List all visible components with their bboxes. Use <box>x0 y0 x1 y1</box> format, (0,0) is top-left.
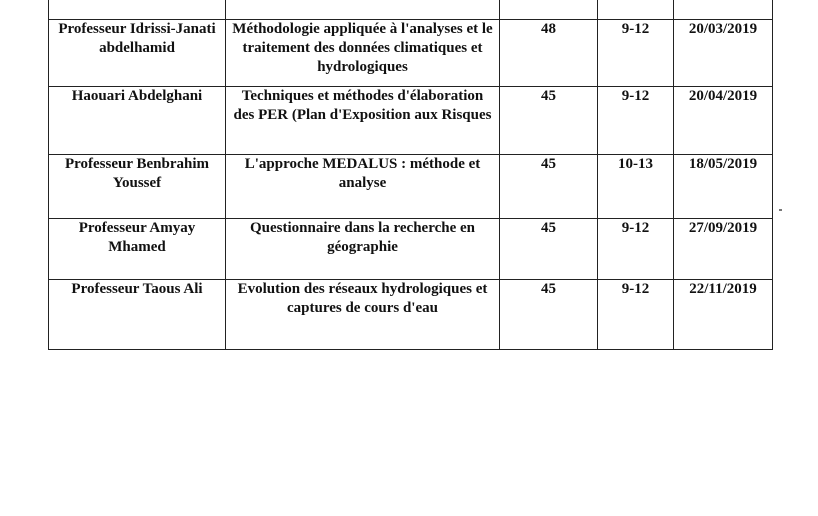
date-cell: 22/11/2019 <box>674 280 773 350</box>
participants-cell: 45 <box>500 87 598 155</box>
table-row <box>49 155 773 219</box>
hours-cell: 9-12 <box>598 87 674 155</box>
professor-cell: Professeur Amyay Mhamed <box>49 219 226 280</box>
table-row <box>49 20 773 87</box>
participants-cell: 45 <box>500 155 598 219</box>
date-cell: 27/09/2019 <box>674 219 773 280</box>
scan-speck <box>779 209 782 211</box>
date-cell: 18/05/2019 <box>674 155 773 219</box>
hours-cell: 10-13 <box>598 155 674 219</box>
professor-cell: Professeur Idrissi-Janati abdelhamid <box>49 20 226 87</box>
participants-cell: 48 <box>500 20 598 87</box>
table-row-partial <box>49 0 773 20</box>
table-row <box>49 219 773 280</box>
participants-cell: 45 <box>500 219 598 280</box>
professor-cell: Haouari Abdelghani <box>49 87 226 155</box>
topic-cell: L'approche MEDALUS : méthode et analyse <box>226 155 500 219</box>
topic-cell <box>226 0 500 20</box>
hours-cell <box>598 0 674 20</box>
seminar-schedule-table <box>48 0 773 350</box>
hours-cell: 9-12 <box>598 219 674 280</box>
professor-cell <box>49 0 226 20</box>
professor-cell: Professeur Benbrahim Youssef <box>49 155 226 219</box>
table-row <box>49 87 773 155</box>
topic-cell: Techniques et méthodes d'élaboration des PER (Plan d'Exposition aux Risques <box>226 87 500 155</box>
date-cell: 20/04/2019 <box>674 87 773 155</box>
topic-cell: Evolution des réseaux hydrologiques et captures de cours d'eau <box>226 280 500 350</box>
topic-cell: Questionnaire dans la recherche en géographie <box>226 219 500 280</box>
topic-cell: Méthodologie appliquée à l'analyses et le traitement des données climatiques et hydrologiques <box>226 20 500 87</box>
participants-cell <box>500 0 598 20</box>
date-cell <box>674 0 773 20</box>
professor-cell: Professeur Taous Ali <box>49 280 226 350</box>
hours-cell: 9-12 <box>598 20 674 87</box>
table-row <box>49 280 773 350</box>
date-cell: 20/03/2019 <box>674 20 773 87</box>
hours-cell: 9-12 <box>598 280 674 350</box>
participants-cell: 45 <box>500 280 598 350</box>
